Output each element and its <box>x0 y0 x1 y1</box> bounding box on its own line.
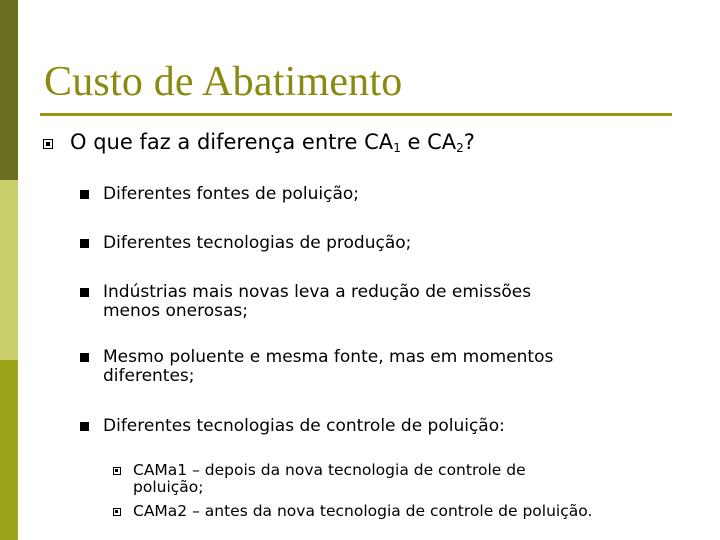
list-item-text: Diferentes tecnologias de produção; <box>103 233 412 253</box>
list-item-text: Diferentes fontes de poluição; <box>103 184 359 204</box>
slide-title: Custo de Abatimento <box>44 59 403 105</box>
question-prefix: O que faz a diferença entre CA <box>70 130 394 154</box>
hollow-square-bullet-icon <box>113 508 121 516</box>
side-band-bottom <box>0 360 18 540</box>
square-bullet-icon <box>80 353 89 362</box>
square-bullet-icon <box>80 288 89 297</box>
sub-list-item <box>133 503 693 520</box>
side-band-top <box>0 0 18 180</box>
sub-list-item-text-cont: poluição; <box>133 478 204 496</box>
list-item <box>103 283 663 321</box>
list-item-text: Mesmo poluente e mesma fonte, mas em momentos <box>103 347 554 367</box>
main-question <box>70 130 475 155</box>
list-item <box>103 417 663 436</box>
sub-list-item <box>133 462 693 496</box>
list-item-text-cont: diferentes; <box>103 366 195 386</box>
hollow-square-bullet-icon <box>113 467 121 475</box>
question-suffix: ? <box>463 130 475 154</box>
sub-list-item-text: CAMa2 – antes da nova tecnologia de controle de poluição. <box>133 502 593 520</box>
question-sub1: 1 <box>393 141 401 155</box>
hollow-square-bullet-icon <box>43 139 53 149</box>
list-item-text: Diferentes tecnologias de controle de poluição: <box>103 416 505 436</box>
sub-list-item-text: CAMa1 – depois da nova tecnologia de controle de <box>133 461 526 479</box>
question-middle: e CA <box>400 130 457 154</box>
list-item-text: Indústrias mais novas leva a redução de emissões <box>103 282 532 302</box>
list-item <box>103 348 663 386</box>
list-item <box>103 234 663 253</box>
square-bullet-icon <box>80 190 89 199</box>
square-bullet-icon <box>80 239 89 248</box>
list-item-text-cont: menos onerosas; <box>103 301 248 321</box>
title-underline <box>40 113 672 116</box>
list-item <box>103 185 663 204</box>
square-bullet-icon <box>80 422 89 431</box>
side-band-middle <box>0 180 18 360</box>
question-sub2: 2 <box>456 141 464 155</box>
